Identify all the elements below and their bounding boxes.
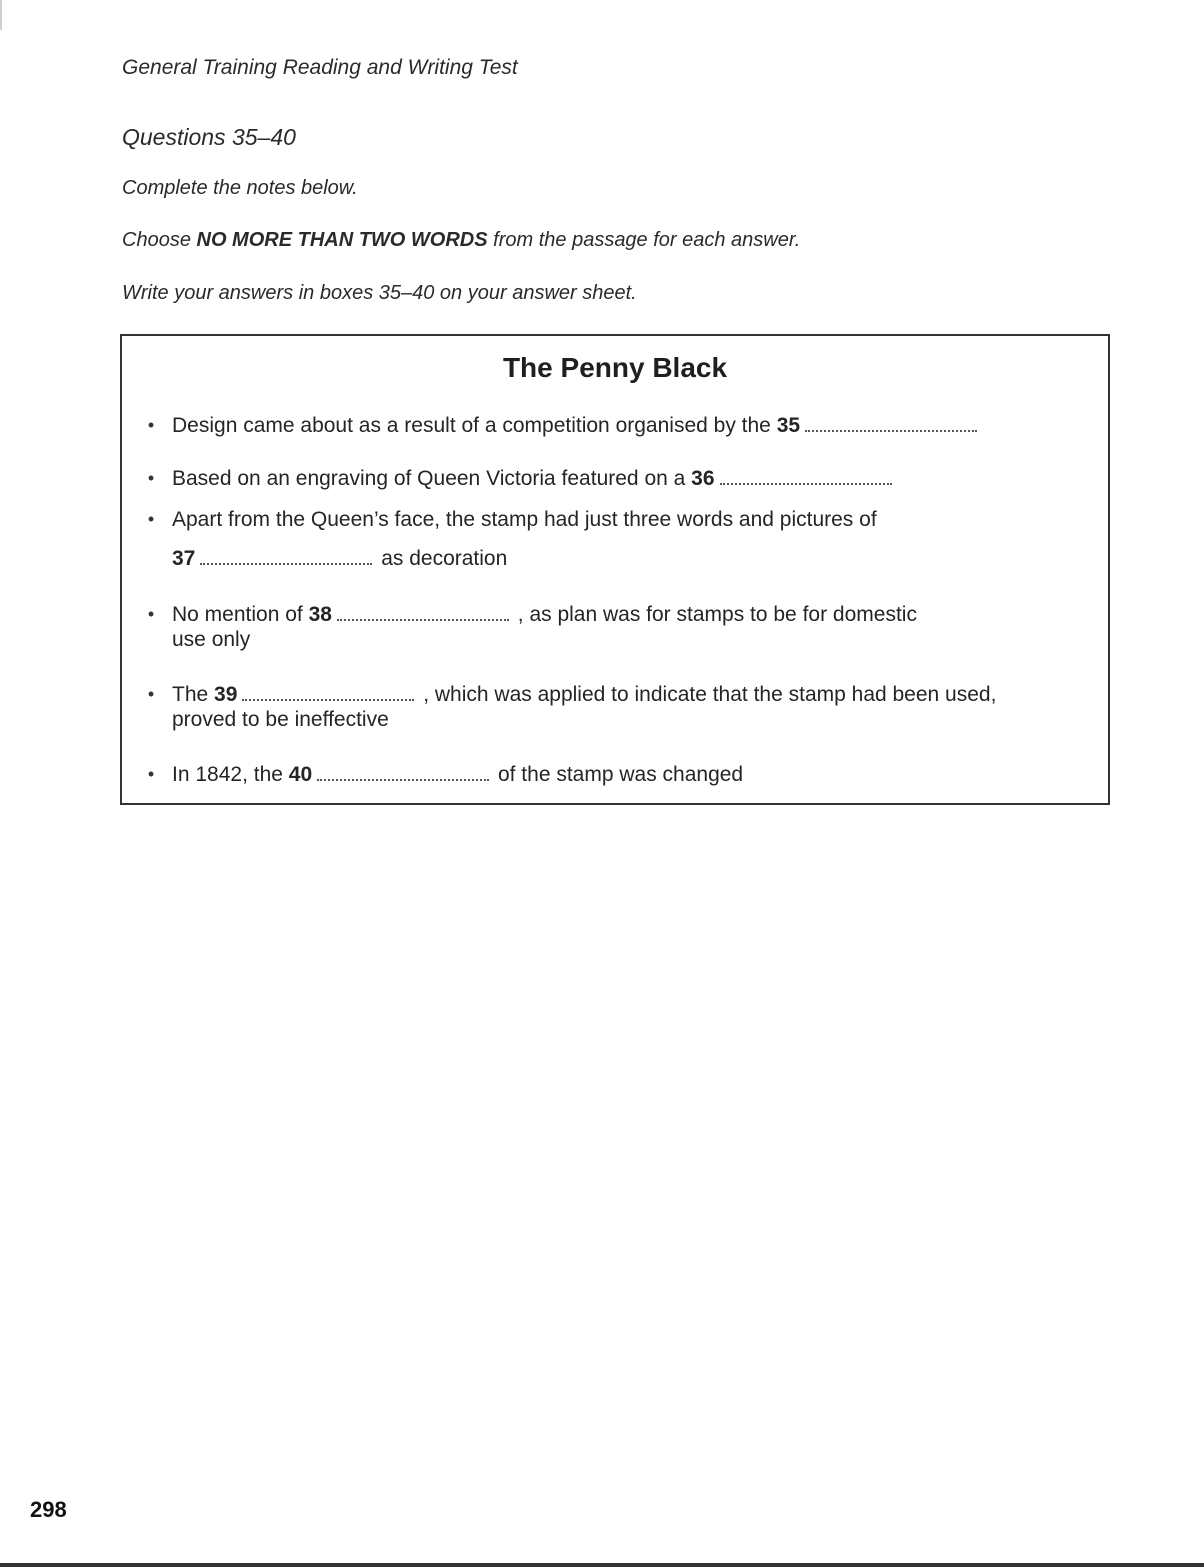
note-second-line: [172, 546, 1048, 571]
note-text-after: , which was applied to indicate that the stamp had been used,: [417, 683, 997, 706]
note-item-38: [147, 602, 1048, 652]
note-continuation: proved to be ineffective: [172, 708, 389, 731]
answer-blank-36[interactable]: [720, 482, 892, 485]
bullet-icon: •: [147, 468, 155, 488]
instruction-complete-notes: Complete the notes below.: [122, 177, 358, 199]
note-item-40: [147, 762, 1048, 787]
answer-blank-35[interactable]: [805, 429, 977, 432]
note-text: Design came about as a result of a competition organised by the: [172, 414, 777, 437]
questions-heading: Questions 35–40: [122, 124, 296, 150]
bullet-icon: •: [147, 604, 155, 624]
note-text: No mention of: [172, 603, 309, 626]
note-continuation: use only: [172, 628, 251, 651]
bullet-icon: •: [147, 415, 155, 435]
note-text-after: of the stamp was changed: [492, 763, 744, 786]
note-item-35: [147, 413, 1048, 438]
note-text: The: [172, 683, 215, 706]
note-text: In 1842, the: [172, 763, 289, 786]
note-text: Apart from the Queen’s face, the stamp had just three words and pictures of: [172, 508, 877, 531]
notes-title: The Penny Black: [502, 352, 728, 383]
instruction-word-limit-bold: NO MORE THAN TWO WORDS: [196, 229, 488, 251]
question-number: 38: [308, 603, 332, 626]
instruction-word-limit: [122, 229, 800, 252]
answer-blank-39[interactable]: [242, 698, 414, 701]
question-number: 40: [288, 763, 313, 786]
bullet-icon: •: [147, 764, 155, 784]
note-item-36: [147, 466, 1048, 491]
answer-blank-37[interactable]: [200, 562, 372, 565]
instruction-answer-sheet: Write your answers in boxes 35–40 on your answer sheet.: [122, 282, 637, 304]
page-edge: [0, 0, 2, 30]
bullet-icon: •: [147, 684, 155, 704]
note-text: Based on an engraving of Queen Victoria featured on a: [172, 467, 692, 490]
note-item-39: [147, 682, 1048, 732]
question-number: 39: [214, 683, 238, 706]
running-head: General Training Reading and Writing Test: [122, 56, 518, 79]
instruction-word-limit-prefix: Choose: [122, 229, 197, 251]
notes-box: [120, 334, 1110, 805]
note-text-after: , as plan was for stamps to be for domestic: [511, 603, 917, 626]
note-item-37: [147, 507, 1048, 571]
answer-blank-38[interactable]: [337, 618, 509, 621]
instruction-word-limit-suffix: from the passage for each answer.: [487, 229, 801, 251]
bullet-icon: •: [147, 509, 155, 529]
note-text-after: as decoration: [375, 547, 508, 570]
question-number: 37: [172, 547, 196, 570]
question-number: 35: [776, 414, 801, 437]
question-number: 36: [691, 467, 715, 490]
answer-blank-40[interactable]: [317, 778, 489, 781]
page-number: 298: [30, 1497, 67, 1522]
page-bottom-rule: [0, 1563, 1204, 1567]
